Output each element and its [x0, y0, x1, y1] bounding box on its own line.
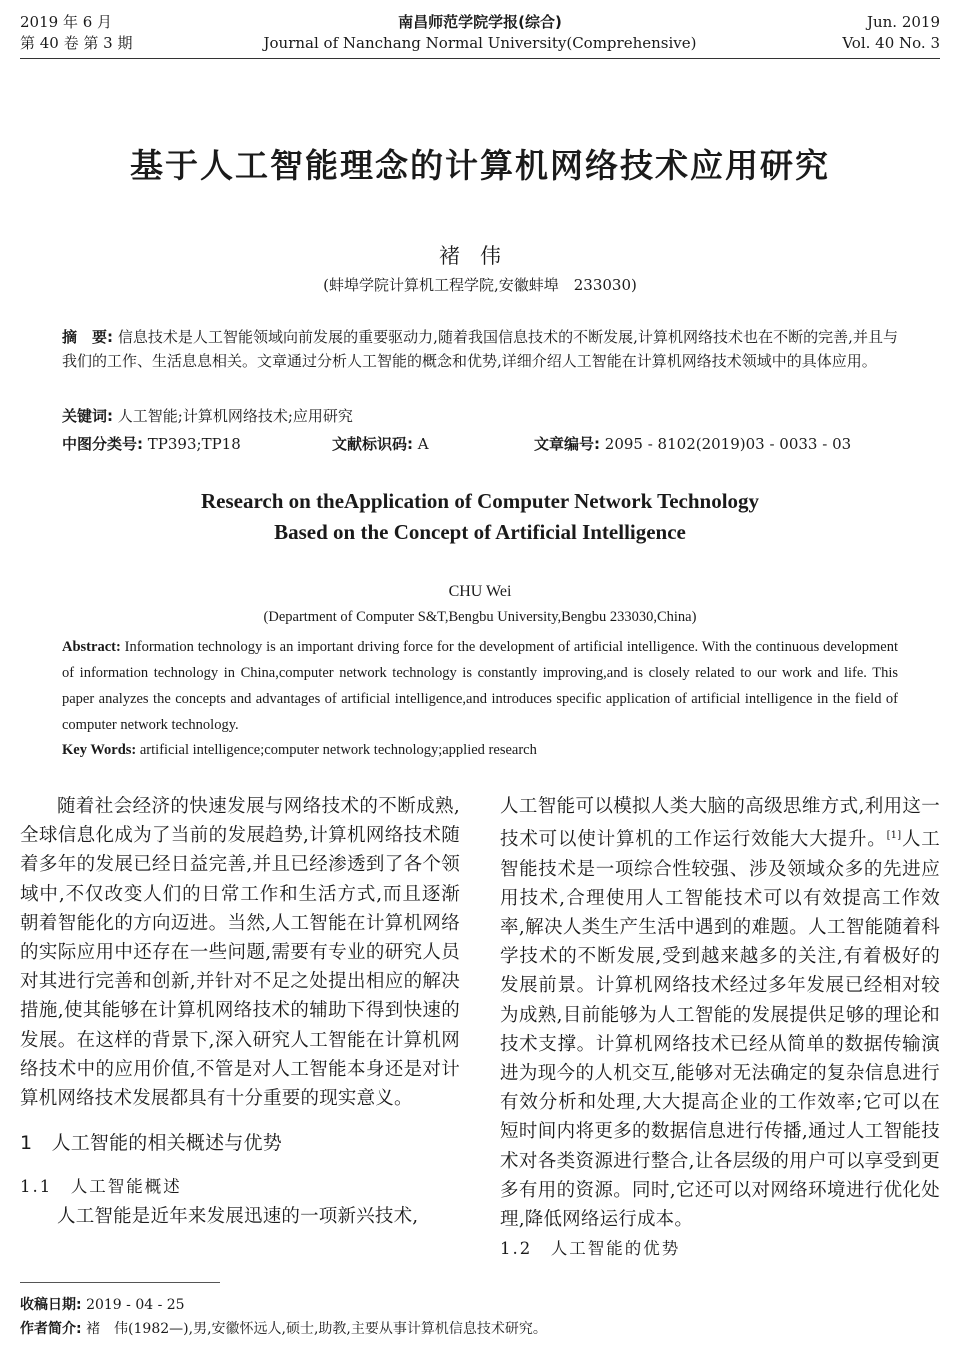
clc-number: [62, 432, 241, 456]
body-column-right: [500, 792, 940, 1263]
volume-en: Vol. 40 No. 3: [842, 34, 940, 52]
paper-title-en-line2: Based on the Concept of Artificial Intelligence: [274, 520, 686, 544]
bio-label: 作者简介:: [20, 1321, 82, 1337]
footnote-divider: [20, 1282, 220, 1283]
article-number: [534, 432, 851, 456]
keywords-en-text: artificial intelligence;computer network technology;applied research: [139, 742, 537, 758]
section-1-1-paragraph-continued: [500, 792, 940, 1234]
intro-paragraph: 随着社会经济的快速发展与网络技术的不断成熟,全球信息化成为了当前的发展趋势,计算机网络技术随着多年的发展已经日益完善,并且已经渗透到了各个领域中,不仅改变人们的日常工作和生活方式,而且逐渐朝着智能化的方向迈进。当然,人工智能在计算机网络的实际应用中还存在一些问题,需要有专业的研究人员对其进行完善和创新,并针对不足之处提出相应的解决措施,使其能够在计算机网络技术的辅助下得到快速的发展。在这样的背景下,深入研究人工智能在计算机网络技术中的应用价值,不管是对人工智能本身还是对计算机网络技术发展都具有十分重要的现实意义。: [20, 796, 460, 1110]
abstract-cn-label: 摘 要:: [62, 328, 114, 346]
running-header-center: [0, 12, 960, 54]
article-number-value: 2095 - 8102(2019)03 - 0033 - 03: [604, 435, 852, 453]
volume-cn: 第 40 卷 第 3 期: [20, 34, 133, 52]
issue-date-en: Jun. 2019: [866, 13, 940, 31]
clc-value: TP393;TP18: [147, 435, 241, 453]
abstract-en-label: Abstract:: [62, 639, 121, 655]
paper-title-en: [0, 486, 960, 548]
author-bio: [20, 1318, 940, 1340]
author-name-en: CHU Wei: [448, 583, 512, 600]
keywords-cn: [62, 404, 353, 428]
citation-1: [1]: [886, 830, 902, 842]
received-date: [20, 1294, 940, 1316]
continued-text-part2: 人工智能技术是一项综合性较强、涉及领域众多的先进应用技术,合理使用人工智能技术可以有效提高工作效率,解决人类生产生活中遇到的难题。人工智能随着科学技术的不断发展,受到越来越多的关注,有着极好的发展前景。计算机网络技术经过多年发展已经相对较为成熟,目前能够为人工智能的发展提供足够的理论和技术支撑。计算机网络技术已经从简单的数据传输演进为现今的人机交互,能够对无法确定的复杂信息进行有效分析和处理,大大提高企业的工作效率;它可以在短时间内将更多的数据信息进行传播,通过人工智能技术对各类资源进行整合,让各层级的用户可以享受到更多有用的资源。同时,它还可以对网络环境进行优化处理,降低网络运行成本。: [500, 829, 940, 1230]
section-1-2-heading: 1.2 人工智能的优势: [500, 1239, 681, 1259]
keywords-en-label: Key Words:: [62, 742, 137, 758]
keywords-cn-label: 关键词:: [62, 407, 113, 425]
doc-code-label: 文献标识码:: [332, 435, 413, 453]
abstract-en: [62, 634, 898, 738]
journal-name-en: Journal of Nanchang Normal University(Comprehensive): [263, 34, 697, 52]
keywords-cn-text: 人工智能;计算机网络技术;应用研究: [117, 407, 353, 425]
affiliation-cn: (蚌埠学院计算机工程学院,安徽蚌埠 233030): [323, 276, 637, 294]
continued-text-part1: 人工智能可以模拟人类大脑的高级思维方式,利用这一技术可以使计算机的工作运行效能大大提升。: [500, 796, 940, 851]
running-header-right: [842, 12, 940, 54]
received-label: 收稿日期:: [20, 1297, 82, 1313]
header-divider: [20, 58, 940, 59]
journal-name-cn: 南昌师范学院学报(综合): [398, 13, 562, 31]
doc-code-value: A: [417, 435, 429, 453]
author-name-cn: 褚伟: [439, 244, 521, 268]
bio-value: 褚 伟(1982—),男,安徽怀远人,硕士,助教,主要从事计算机信息技术研究。: [86, 1321, 547, 1337]
clc-label: 中图分类号:: [62, 435, 143, 453]
section-1-heading: 1 人工智能的相关概述与优势: [20, 1132, 282, 1155]
abstract-cn: [62, 325, 898, 373]
paper-title-en-line1: Research on theApplication of Computer Network Technology: [200, 489, 760, 513]
issue-date-cn: 2019 年 6 月: [20, 13, 113, 31]
section-1-1-paragraph-start: 人工智能是近年来发展迅速的一项新兴技术,: [57, 1205, 419, 1227]
affiliation-en: (Department of Computer S&T,Bengbu University,Bengbu 233030,China): [263, 609, 697, 625]
document-code: [332, 432, 429, 456]
abstract-en-text: Information technology is an important driving force for the development of artificial intelligence. With the continuous development of information technology in China,computer network technology is constantly improving,and is closely related to our work and life. This paper analyzes the concepts and advantages of artificial intelligence,and introduces specific application of artificial intelligence in the field of computer network technology.: [62, 639, 898, 733]
section-1-1-heading: 1.1 人工智能概述: [20, 1177, 182, 1197]
article-number-label: 文章编号:: [534, 435, 600, 453]
paper-title-cn: 基于人工智能理念的计算机网络技术应用研究: [130, 146, 830, 185]
keywords-en: [62, 738, 898, 762]
abstract-cn-text: 信息技术是人工智能领域向前发展的重要驱动力,随着我国信息技术的不断发展,计算机网络技术也在不断的完善,并且与我们的工作、生活息息相关。文章通过分析人工智能的概念和优势,详细介绍人工智能在计算机网络技术领域中的具体应用。: [62, 328, 898, 370]
body-column-left: [20, 792, 460, 1231]
received-value: 2019 - 04 - 25: [86, 1297, 185, 1313]
